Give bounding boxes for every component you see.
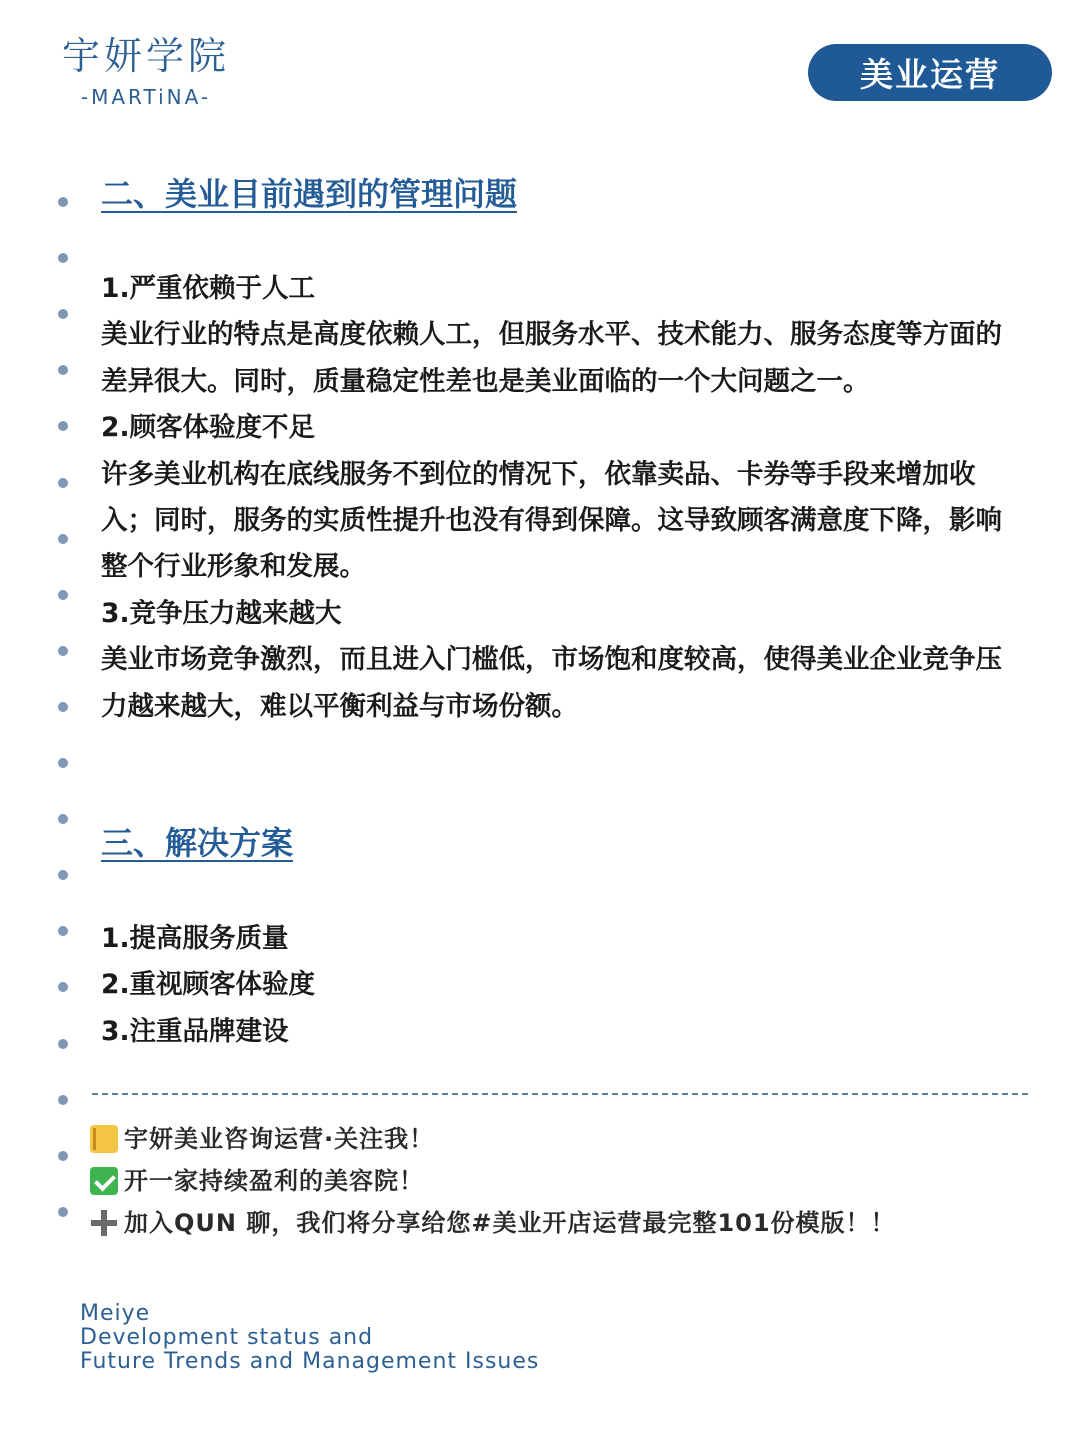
solution-item: 3.注重品牌建设 <box>101 1015 289 1047</box>
promo-line-profit <box>90 1164 424 1198</box>
bullet-dot <box>58 590 68 600</box>
bullet-dot <box>58 646 68 656</box>
category-badge: 美业运营 <box>808 44 1052 101</box>
solution-item: 2.重视顾客体验度 <box>101 969 316 1001</box>
problem-body: 美业市场竞争激烈，而且进入门槛低，市场饱和度较高，使得美业企业竞争压力越来越大，难以平衡利益与市场份额。 <box>101 644 1002 722</box>
bullet-dot <box>58 870 68 880</box>
problem-title: 1.严重依赖于人工 <box>101 273 316 304</box>
promo-text: 宇妍美业咨询运营·关注我！ <box>124 1125 435 1153</box>
problem-title: 3.竞争压力越来越大 <box>101 597 342 629</box>
footer-caption <box>80 1302 539 1374</box>
bullet-dot <box>58 534 68 544</box>
promo-line-follow <box>90 1122 434 1156</box>
problem-body: 许多美业机构在底线服务不到位的情况下，依靠卖品、卡券等手段来增加收入；同时，服务的实质性提升也没有得到保障。这导致顾客满意度下降，影响整个行业形象和发展。 <box>101 458 1002 583</box>
footer-line: Development status and <box>80 1325 374 1350</box>
bullet-dot <box>58 1095 68 1105</box>
bullet-dot <box>58 926 68 936</box>
section-heading-solutions: 三、解决方案 <box>101 824 294 862</box>
problem-body: 美业行业的特点是高度依赖人工，但服务水平、技术能力、服务态度等方面的差异很大。同时，质量稳定性差也是美业面临的一个大问题之一。 <box>101 319 1002 397</box>
bullet-dot <box>58 1039 68 1049</box>
bullet-dot <box>58 253 68 263</box>
plus-icon <box>90 1209 118 1237</box>
solutions-list <box>101 916 1011 1055</box>
promo-text: 加入QUN 聊，我们将分享给您#美业开店运营最完整101份模版！！ <box>124 1209 896 1237</box>
bullet-dot <box>58 421 68 431</box>
bullet-dot <box>58 1151 68 1161</box>
bullet-dot <box>58 1207 68 1217</box>
solution-item: 1.提高服务质量 <box>101 923 289 954</box>
problem-title: 2.顾客体验度不足 <box>101 412 316 444</box>
brand-name-en: -MARTiNA- <box>80 85 212 109</box>
section-heading-problems: 二、美业目前遇到的管理问题 <box>101 175 518 213</box>
footer-line: Future Trends and Management Issues <box>80 1349 540 1374</box>
bullet-dot <box>58 702 68 712</box>
problems-list <box>101 266 1011 730</box>
dashed-divider <box>92 1093 1028 1095</box>
promo-text: 开一家持续盈利的美容院！ <box>124 1167 424 1195</box>
brand-logo <box>56 34 236 110</box>
check-icon <box>90 1167 118 1195</box>
promo-line-join <box>90 1206 896 1240</box>
bullet-dot <box>58 982 68 992</box>
footer-line: Meiye <box>80 1301 151 1326</box>
brand-name-cn: 宇妍学院 <box>61 34 230 78</box>
bullet-dot <box>58 309 68 319</box>
bullet-dot <box>58 814 68 824</box>
bullet-dot <box>58 478 68 488</box>
bullet-dot <box>58 758 68 768</box>
notebook-icon <box>90 1125 118 1153</box>
bullet-dot <box>58 365 68 375</box>
bullet-dot <box>58 197 68 207</box>
